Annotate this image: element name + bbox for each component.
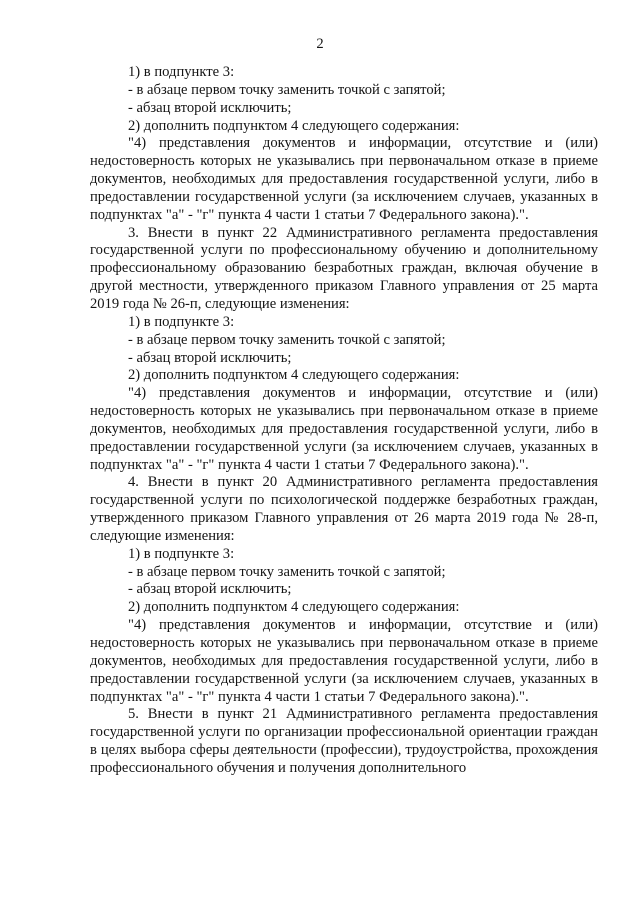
paragraph-item-4: 4. Внести в пункт 20 Административного регламента предоставления государственной услуги по психологической поддержке безработных граждан, утвержденного приказом Главного управления от 26 марта 2019 года № 28-п, следующие изменения: bbox=[90, 474, 598, 544]
paragraph-4-2-add-subpoint4: 2) дополнить подпунктом 4 следующего содержания: bbox=[128, 599, 460, 616]
paragraph-1-1-subpoint3: 1) в подпункте 3: bbox=[128, 64, 235, 80]
paragraph-1-dash-first: - в абзаце первом точку заменить точкой с запятой; bbox=[128, 81, 446, 98]
page-number: 2 bbox=[316, 36, 324, 52]
document-body bbox=[90, 64, 598, 778]
paragraph-3-dash-first: - в абзаце первом точку заменить точкой с запятой; bbox=[128, 331, 446, 348]
paragraph-1-2-add-subpoint4: 2) дополнить подпунктом 4 следующего содержания: bbox=[128, 117, 460, 134]
paragraph-3-2-add-subpoint4: 2) дополнить подпунктом 4 следующего содержания: bbox=[128, 367, 460, 384]
paragraph-item-3: 3. Внести в пункт 22 Административного регламента предоставления государственной услуги по профессиональному обучению и дополнительному профессиональному образованию безработных граждан, включая обучение в другой местности, утвержденного приказом Главного управления от 25 марта 2019 года № 26-п, следующие изменения: bbox=[90, 224, 598, 312]
paragraph-1-dash-second: - абзац второй исключить; bbox=[128, 99, 292, 116]
paragraph-1-quote: "4) представления документов и информации, отсутствие и (или) недостоверность которых не указывались при первоначальном отказе в приеме документов, необходимых для предоставления государственной услуги, либо в предоставлении государственной услуги (за исключением случаев, указанных в подпунктах "а" - "г" пункта 4 части 1 статьи 7 Федерального закона).". bbox=[90, 135, 598, 223]
paragraph-4-dash-first: - в абзаце первом точку заменить точкой с запятой; bbox=[128, 563, 446, 580]
paragraph-3-1-subpoint3: 1) в подпункте 3: bbox=[128, 313, 235, 330]
paragraph-3-dash-second: - абзац второй исключить; bbox=[128, 349, 292, 366]
paragraph-item-5: 5. Внести в пункт 21 Административного регламента предоставления государственной услуги по организации профессиональной ориентации граждан в целях выбора сферы деятельности (профессии), трудоустройства, прохождения профессионального обучения и получения дополнительного bbox=[90, 706, 598, 776]
paragraph-3-quote: "4) представления документов и информации, отсутствие и (или) недостоверность которых не указывались при первоначальном отказе в приеме документов, необходимых для предоставления государственной услуги, либо в предоставлении государственной услуги (за исключением случаев, указанных в подпунктах "а" - "г" пункта 4 части 1 статьи 7 Федерального закона).". bbox=[90, 385, 598, 473]
paragraph-4-dash-second: - абзац второй исключить; bbox=[128, 581, 292, 598]
paragraph-4-1-subpoint3: 1) в подпункте 3: bbox=[128, 545, 235, 562]
paragraph-4-quote: "4) представления документов и информации, отсутствие и (или) недостоверность которых не указывались при первоначальном отказе в приеме документов, необходимых для предоставления государственной услуги, либо в предоставлении государственной услуги (за исключением случаев, указанных в подпунктах "а" - "г" пункта 4 части 1 статьи 7 Федерального закона).". bbox=[90, 617, 598, 705]
